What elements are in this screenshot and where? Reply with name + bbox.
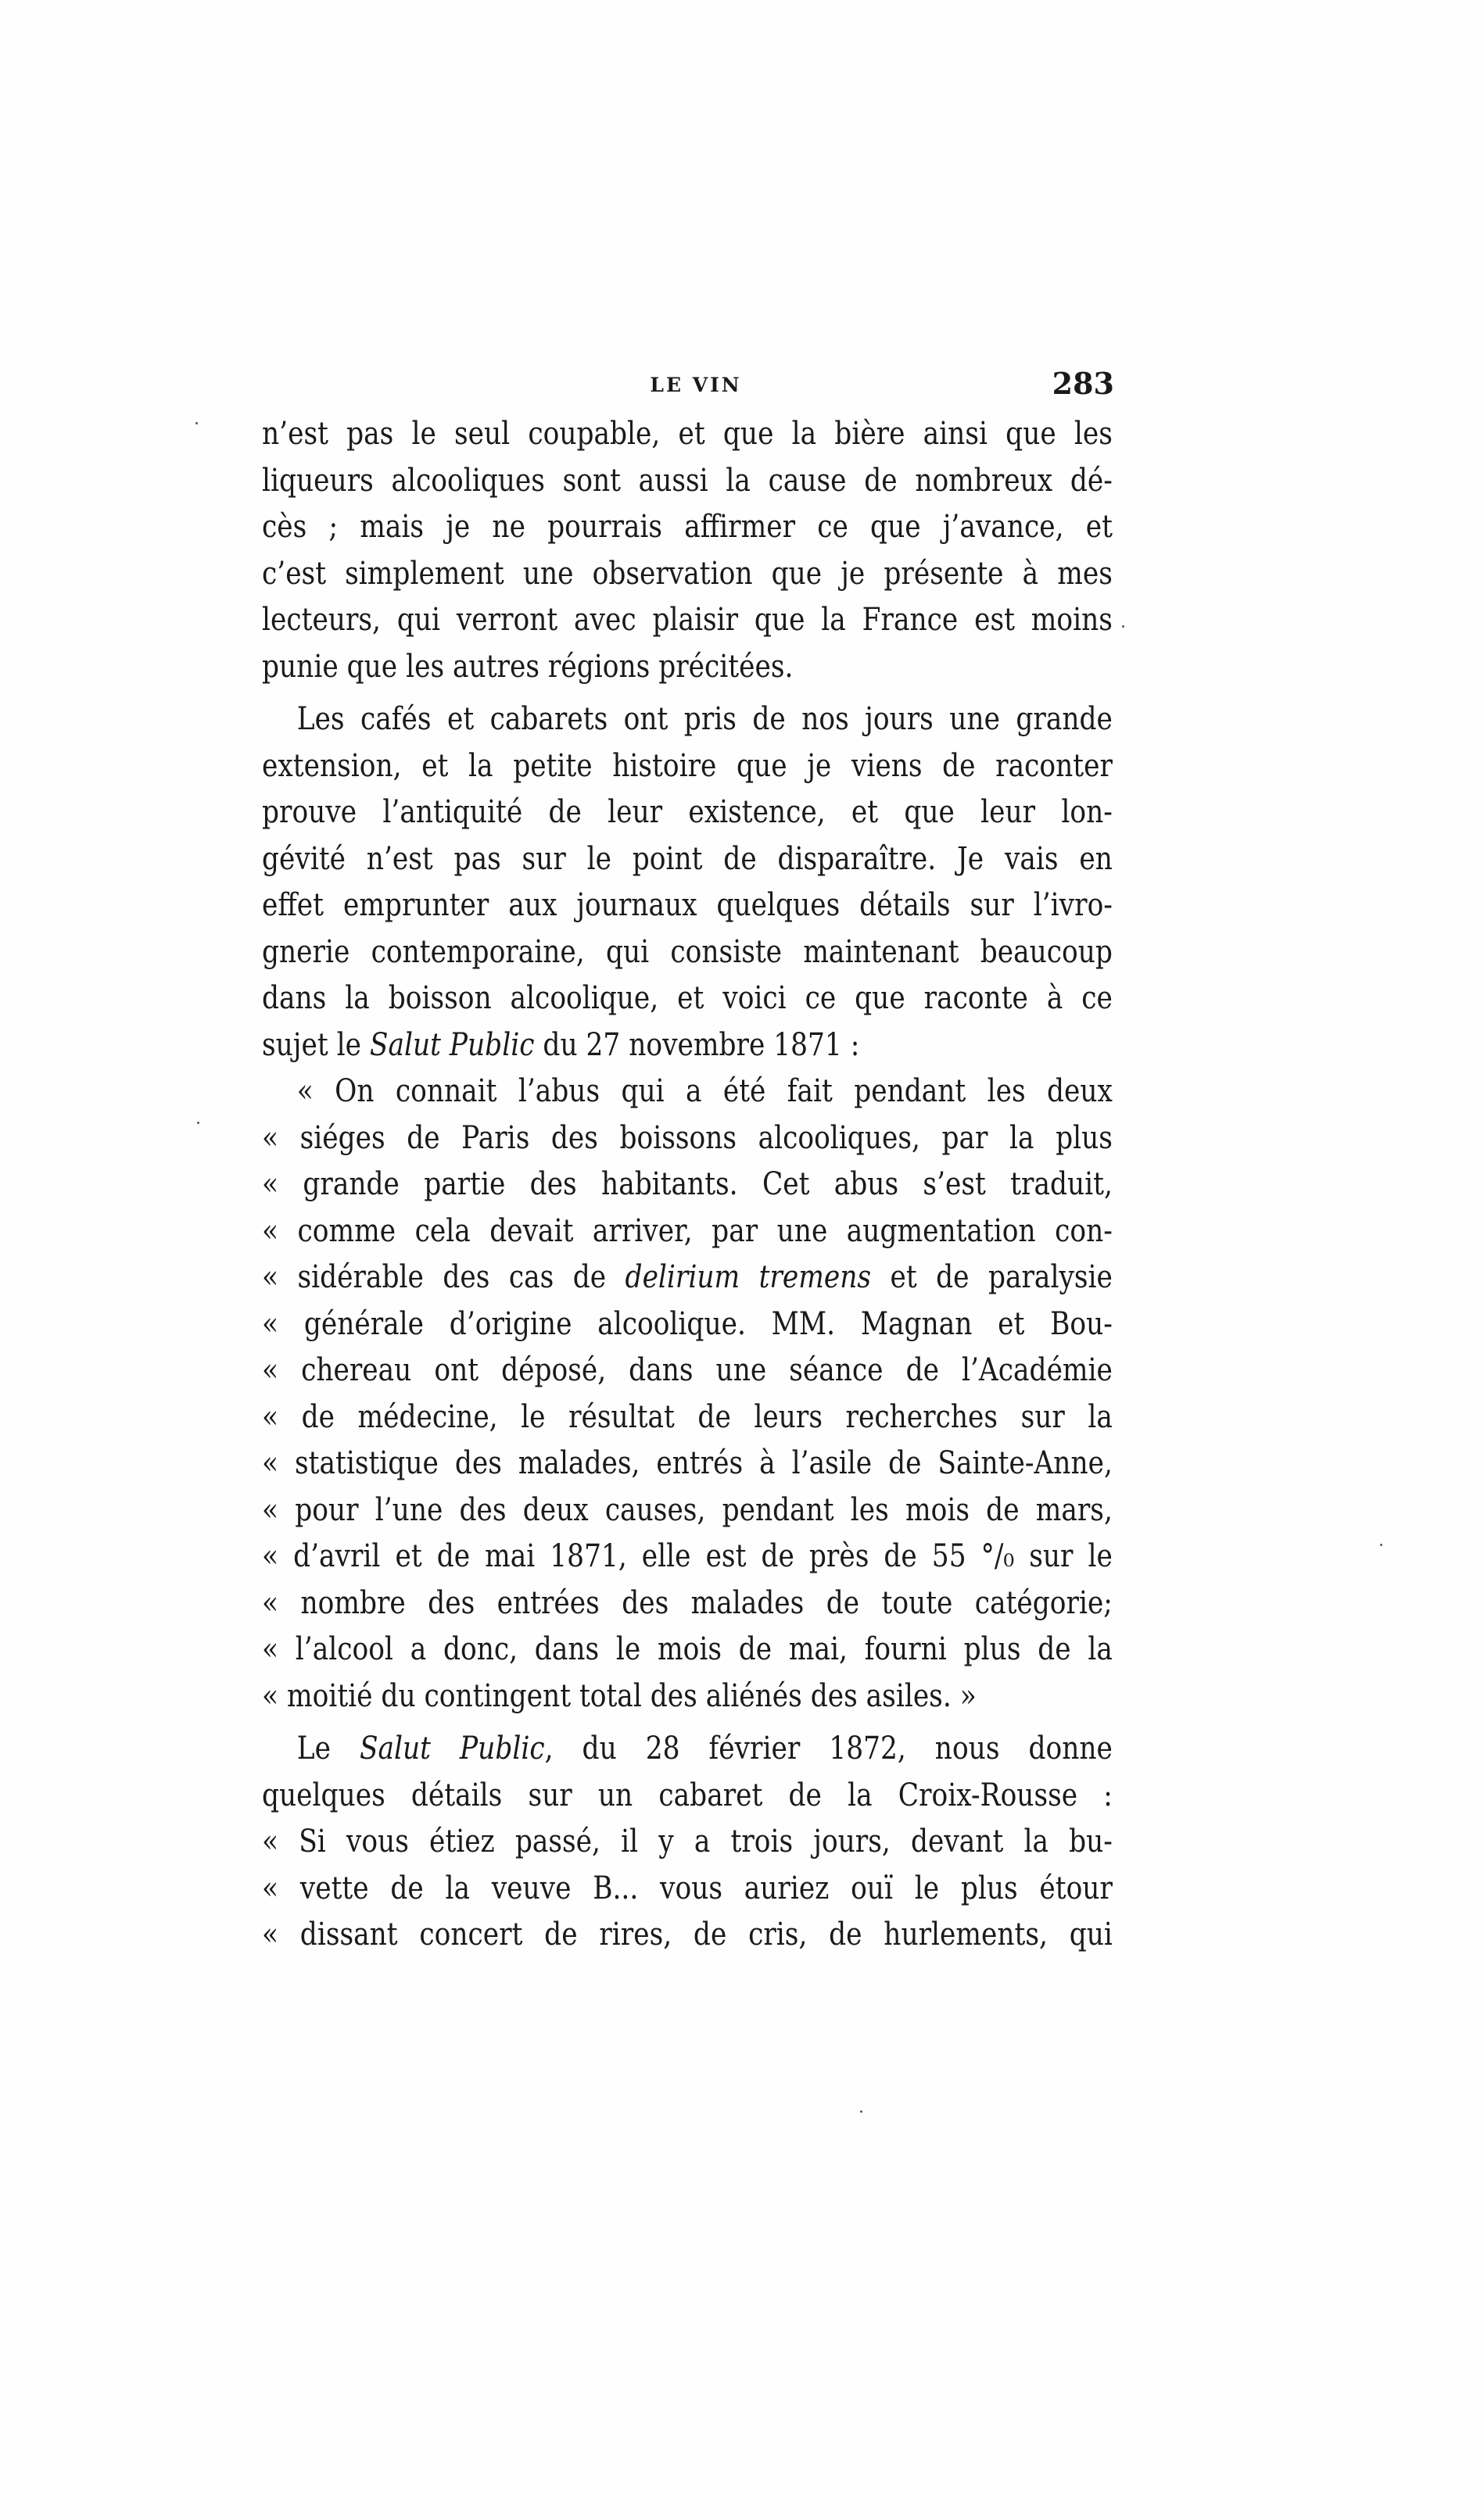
text-line: « siéges de Paris des boissons alcooliques, par la plus [262,1119,1113,1156]
text-line: liqueurs alcooliques sont aussi la cause de nombreux dé- [262,462,1113,499]
text-line: Les cafés et cabarets ont pris de nos jours une grande [296,701,1113,737]
text-run: sujet le [262,1026,370,1063]
text-run: , du 28 février 1872, nous donne [544,1731,1113,1767]
text-line: « l’alcool a donc, dans le mois de mai, fourni plus de la [262,1631,1113,1667]
text-line: « vette de la veuve B... vous auriez ouï le plus étour [262,1870,1113,1906]
text-line [262,1255,1113,1301]
text-run: Le [296,1731,360,1767]
scan-speck [197,1122,199,1124]
newspaper-title: Salut Public [369,1026,535,1063]
text-run: du 27 novembre 1871 : [534,1026,860,1063]
text-line: « Si vous étiez passé, il y a trois jours, devant la bu- [262,1824,1113,1860]
text-line: « moitié du contingent total des aliénés des asiles. » [262,1677,977,1714]
text-line: extension, et la petite histoire que je viens de raconter [262,747,1113,784]
text-line: « générale d’origine alcoolique. MM. Magnan et Bou- [262,1305,1113,1342]
text-line: « grande partie des habitants. Cet abus s’est traduit, [262,1166,1113,1202]
text-line: gévité n’est pas sur le point de disparaître. Je vais en [262,840,1113,877]
text-run: et de paralysie [871,1259,1113,1295]
text-line [262,1022,1113,1069]
text-line: prouve l’antiquité de leur existence, et que leur lon- [262,794,1113,830]
text-line: « d’avril et de mai 1871, elle est de près de 55 °/₀ sur le [262,1538,1113,1574]
text-line: cès ; mais je ne pourrais affirmer ce que j’avance, et [262,509,1113,545]
text-line: « nombre des entrées des malades de toute catégorie; [262,1584,1113,1621]
scan-speck [195,422,198,424]
scan-speck [1380,1544,1382,1546]
text-line: lecteurs, qui verront avec plaisir que la France est moins [262,602,1113,638]
text-run: « sidérable des cas de [262,1259,626,1295]
scan-speck [1122,625,1124,628]
text-line: n’est pas le seul coupable, et que la bière ainsi que les [262,416,1113,452]
text-line: « On connait l’abus qui a été fait pendant les deux [296,1073,1113,1109]
page-number: 283 [1052,366,1114,401]
quotation [262,1068,1113,1720]
text-line: dans la boisson alcoolique, et voici ce que raconte à ce [262,980,1113,1016]
running-head [262,366,1114,400]
text-line: « comme cela devait arriver, par une augmentation con- [262,1212,1113,1249]
text-line [262,1726,1113,1773]
text-line: « chereau ont déposé, dans une séance de l’Académie [262,1352,1113,1388]
text-line: c’est simplement une observation que je présente à mes [262,555,1113,592]
running-title: LE VIN [650,374,742,396]
text-line: « de médecine, le résultat de leurs recherches sur la [262,1398,1113,1435]
text-line: effet emprunter aux journaux quelques détails sur l’ivro- [262,887,1113,923]
paragraph-4 [262,1726,1113,1959]
page-body [262,411,1113,1959]
text-line: punie que les autres régions précitées. [262,648,794,685]
medical-term: delirium tremens [625,1259,872,1295]
text-line: « dissant concert de rires, de cris, de hurlements, qui [262,1917,1113,1953]
scan-speck [860,2110,862,2113]
text-line: quelques détails sur un cabaret de la Croix-Rousse : [262,1777,1113,1813]
newspaper-title: Salut Public [359,1731,545,1767]
text-line: « statistique des malades, entrés à l’asile de Sainte-Anne, [262,1445,1113,1481]
text-line: gnerie contemporaine, qui consiste maintenant beaucoup [262,933,1113,970]
paragraph-1 [262,411,1113,690]
paragraph-2 [262,696,1113,1068]
text-line: « pour l’une des deux causes, pendant les mois de mars, [262,1491,1113,1528]
